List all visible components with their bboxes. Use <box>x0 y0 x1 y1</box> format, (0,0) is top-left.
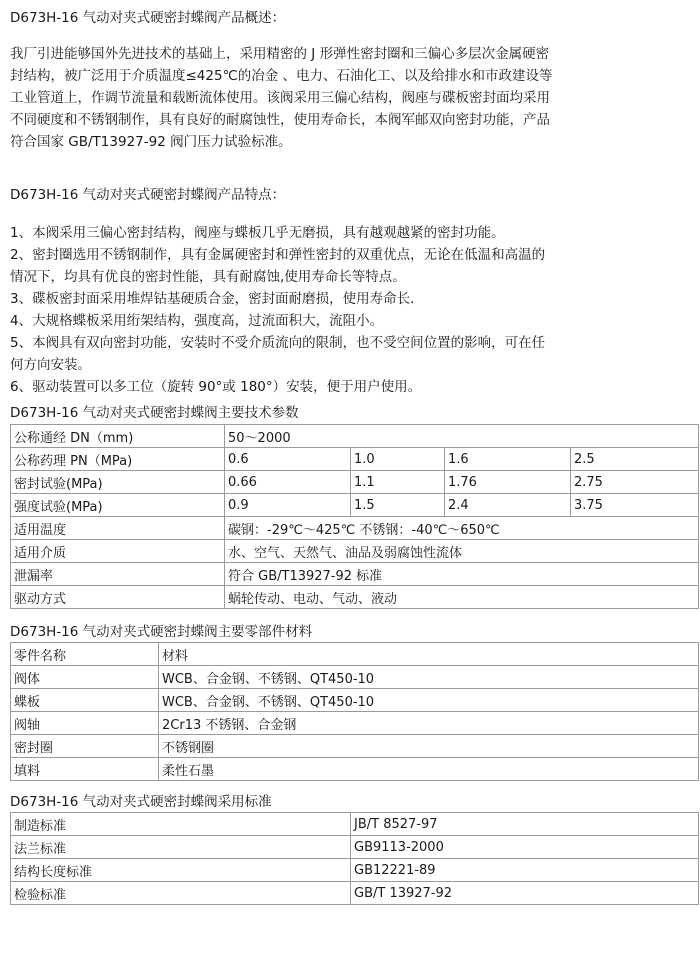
standard-name: 法兰标准 <box>11 836 351 859</box>
param-value: 1.1 <box>351 471 445 494</box>
table-row <box>11 712 699 735</box>
table-row <box>11 758 699 781</box>
table-row <box>11 540 699 563</box>
param-value: 1.0 <box>351 448 445 471</box>
part-name: 零件名称 <box>11 643 159 666</box>
table-row <box>11 563 699 586</box>
table-row <box>11 494 699 517</box>
param-value: 3.75 <box>571 494 699 517</box>
param-label: 适用介质 <box>11 540 225 563</box>
param-value: 2.75 <box>571 471 699 494</box>
table-row <box>11 836 699 859</box>
part-material: WCB、合金钢、不锈钢、QT450-10 <box>159 666 699 689</box>
standards-table <box>10 812 699 905</box>
part-name: 填料 <box>11 758 159 781</box>
param-label: 驱动方式 <box>11 586 225 609</box>
standard-name: 检验标准 <box>11 882 351 905</box>
part-material: 材料 <box>159 643 699 666</box>
features-list <box>10 222 610 398</box>
table-row <box>11 859 699 882</box>
standard-value: GB12221-89 <box>351 859 699 882</box>
materials-table <box>10 642 699 781</box>
part-name: 阀体 <box>11 666 159 689</box>
overview-line: 工业管道上，作调节流量和载断流体使用。该阀采用三偏心结构，阀座与碟板密封面均采用 <box>10 90 550 106</box>
param-value: 符合 GB/T13927-92 标准 <box>225 563 699 586</box>
param-label: 泄漏率 <box>11 563 225 586</box>
overview-line: 符合国家 GB/T13927-92 阀门压力试验标准。 <box>10 134 292 150</box>
overview-line: 我厂引进能够国外先进技术的基础上，采用精密的 J 形弹性密封圈和三偏心多层次金属硬密 <box>10 46 550 62</box>
part-material: WCB、合金钢、不锈钢、QT450-10 <box>159 689 699 712</box>
param-label: 密封试验(MPa) <box>11 471 225 494</box>
param-label: 公称药理 PN（MPa) <box>11 448 225 471</box>
part-name: 阀轴 <box>11 712 159 735</box>
table-row <box>11 425 699 448</box>
materials-title: D673H-16 气动对夹式硬密封蝶阀主要零部件材料 <box>10 624 313 640</box>
standard-name: 结构长度标准 <box>11 859 351 882</box>
standard-value: GB/T 13927-92 <box>351 882 699 905</box>
param-value: 蜗轮传动、电动、气动、液动 <box>225 586 699 609</box>
params-title: D673H-16 气动对夹式硬密封蝶阀主要技术参数 <box>10 405 299 421</box>
table-row <box>11 448 699 471</box>
overview-title: D673H-16 气动对夹式硬密封蝶阀产品概述： <box>10 10 286 26</box>
part-name: 密封圈 <box>11 735 159 758</box>
params-table <box>10 424 699 609</box>
table-row <box>11 813 699 836</box>
param-value: 碳钢：-29℃～425℃ 不锈钢：-40℃～650℃ <box>225 517 699 540</box>
feature-line: 3、碟板密封面采用堆焊钴基硬质合金，密封面耐磨损，使用寿命长. <box>10 291 415 307</box>
table-row <box>11 689 699 712</box>
table-row <box>11 586 699 609</box>
part-material: 柔性石墨 <box>159 758 699 781</box>
part-name: 蝶板 <box>11 689 159 712</box>
table-row <box>11 666 699 689</box>
part-material: 不锈钢圈 <box>159 735 699 758</box>
param-value: 0.66 <box>225 471 351 494</box>
param-value: 1.6 <box>445 448 571 471</box>
standard-value: GB9113-2000 <box>351 836 699 859</box>
param-value: 0.6 <box>225 448 351 471</box>
param-value: 2.5 <box>571 448 699 471</box>
param-value: 1.5 <box>351 494 445 517</box>
table-row <box>11 882 699 905</box>
standard-name: 制造标准 <box>11 813 351 836</box>
features-title: D673H-16 气动对夹式硬密封蝶阀产品特点： <box>10 187 286 203</box>
feature-line: 2、密封圈选用不锈钢制作，具有金属硬密封和弹性密封的双重优点，无论在低温和高温的 <box>10 247 546 263</box>
param-label: 适用温度 <box>11 517 225 540</box>
table-row <box>11 643 699 666</box>
param-value: 50～2000 <box>225 425 699 448</box>
feature-line: 1、本阀采用三偏心密封结构，阀座与蝶板几乎无磨损，具有越观越紧的密封功能。 <box>10 225 505 241</box>
param-value: 0.9 <box>225 494 351 517</box>
standard-value: JB/T 8527-97 <box>351 813 699 836</box>
overview-line: 封结构，被广泛用于介质温度≤425℃的冶金 、电力、石油化工、以及给排水和市政建设等 <box>10 68 553 84</box>
feature-line: 5、本阀具有双向密封功能，安装时不受介质流向的限制，也不受空间位置的影响，可在任 <box>10 335 546 351</box>
overview-paragraph <box>10 43 610 153</box>
feature-line: 6、驱动装置可以多工位（旋转 90°或 180°）安装，便于用户使用。 <box>10 379 422 395</box>
param-value: 水、空气、天然气、油品及弱腐蚀性流体 <box>225 540 699 563</box>
standards-title: D673H-16 气动对夹式硬密封蝶阀采用标准 <box>10 794 272 810</box>
param-label: 强度试验(MPa) <box>11 494 225 517</box>
param-label: 公称通经 DN（mm) <box>11 425 225 448</box>
feature-line: 何方向安装。 <box>10 357 91 373</box>
feature-line: 情况下，均具有优良的密封性能，具有耐腐蚀,使用寿命长等特点。 <box>10 269 406 285</box>
table-row <box>11 471 699 494</box>
param-value: 1.76 <box>445 471 571 494</box>
part-material: 2Cr13 不锈钢、合金钢 <box>159 712 699 735</box>
param-value: 2.4 <box>445 494 571 517</box>
table-row <box>11 735 699 758</box>
feature-line: 4、大规格蝶板采用绗架结构，强度高，过流面积大，流阻小。 <box>10 313 384 329</box>
overview-line: 不同硬度和不锈钢制作，具有良好的耐腐蚀性，使用寿命长，本阀军邮双向密封功能，产品 <box>10 112 550 128</box>
table-row <box>11 517 699 540</box>
